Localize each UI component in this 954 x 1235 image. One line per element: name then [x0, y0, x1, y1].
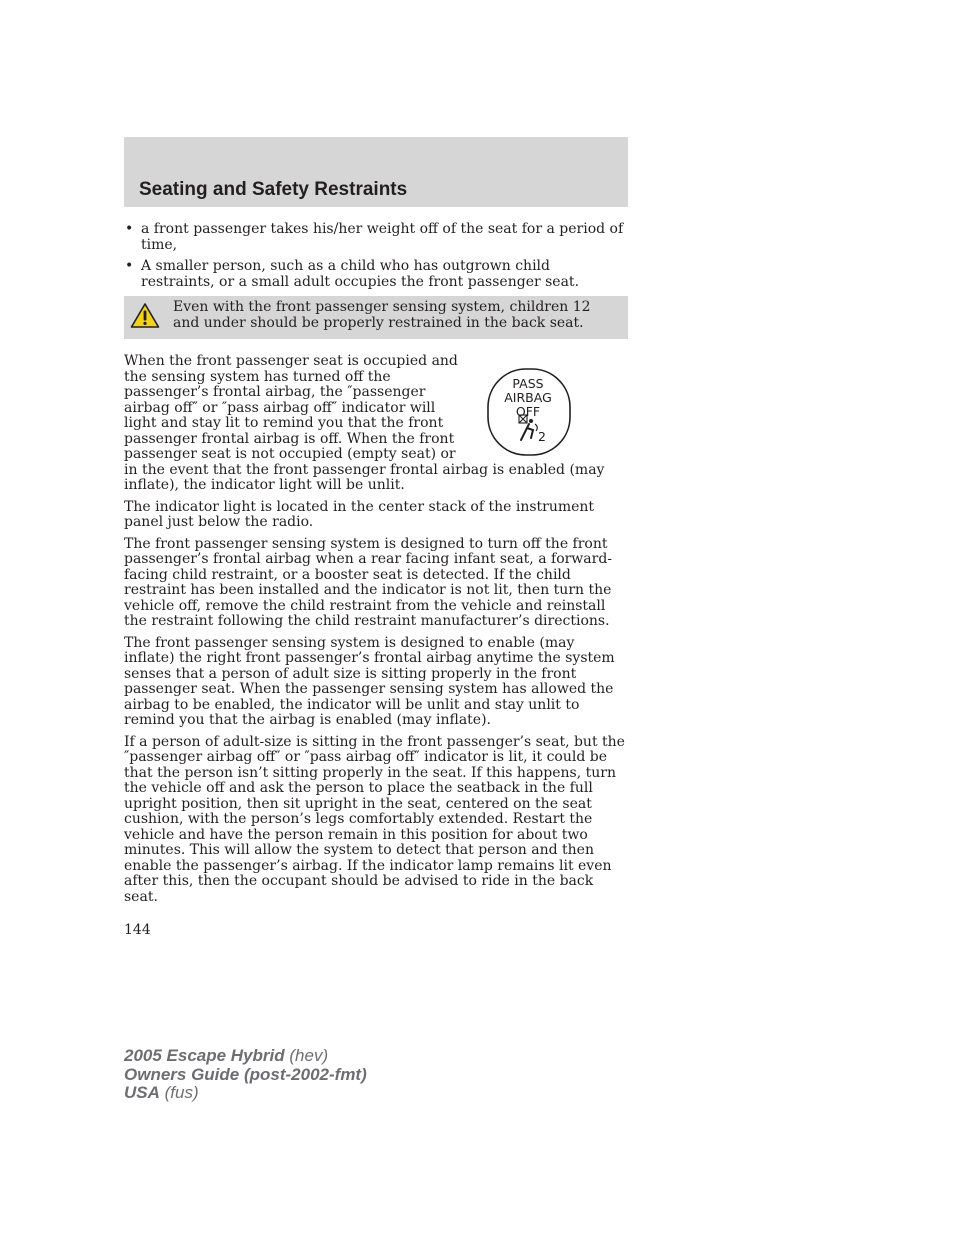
list-item: • A smaller person, such as a child who has outgrown child restraints, or a small adult occupies the front passenger seat.	[125, 258, 580, 290]
indicator-seat-number: 2	[538, 429, 546, 444]
passenger-airbag-off-indicator	[468, 358, 588, 458]
bullet-list	[124, 222, 628, 290]
indicator-label-airbag: AIRBAG	[504, 390, 552, 405]
bullet-icon: •	[125, 258, 134, 274]
indicator-label-off: OFF	[515, 404, 541, 419]
page-content	[124, 222, 628, 939]
paragraph-indicator-location: The indicator light is located in the center stack of the instrument panel just below the radio.	[124, 498, 595, 530]
footer-line-guide: Owners Guide (post-2002-fmt)	[124, 1064, 367, 1084]
bullet-icon: •	[125, 221, 134, 237]
warning-triangle-icon	[130, 302, 160, 334]
section-title: Seating and Safety Restraints	[139, 179, 408, 200]
warning-text: Even with the front passenger sensing system, children 12 and under should be properly restrained in the back seat.	[173, 299, 591, 331]
paragraph-adult-misposition: If a person of adult-size is sitting in the front passenger’s seat, but the ″passenger airbag off″ or ″pass airbag off″ indicator is lit, it could be that the person isn’t sitting properly in the seat. If this happens, turn the vehicle off and ask the person to place the seatback in the full upright position, then sit upright in the seat, centered on the seat cushion, with the person’s legs comfortably extended. Restart the vehicle and have the person remain in this position for about two minutes. This will allow the system to detect that person and then enable the passenger’s airbag. If the indicator lamp remains lit even after this, then the occupant should be advised to ride in the back seat.	[124, 733, 625, 905]
footer-line-model: 2005 Escape Hybrid (hev)	[124, 1046, 329, 1065]
indicator-label-pass: PASS	[512, 376, 544, 391]
list-item: • a front passenger takes his/her weight off of the seat for a period of time,	[125, 221, 624, 253]
document-footer	[124, 1047, 367, 1103]
paragraph-child-restraint: The front passenger sensing system is designed to turn off the front passenger’s frontal airbag when a rear facing infant seat, a forward-facing child restraint, or a booster seat is detected. If the child restraint has been installed and the indicator is not lit, then turn the vehicle off, remove the child restraint from the vehicle and reinstall the restraint following the child restraint manufacturer’s directions.	[124, 535, 613, 629]
footer-line-region: USA (fus)	[124, 1083, 199, 1102]
paragraph-adult-enable: The front passenger sensing system is designed to enable (may inflate) the right front passenger’s frontal airbag anytime the system senses that a person of adult size is sitting properly in the front passenger seat. When the passenger sensing system has allowed the airbag to be enabled, the indicator will be unlit and stay unlit to remind you that the airbag is enabled (may inflate).	[124, 634, 615, 728]
paragraph-indicator-intro: When the front passenger seat is occupied and the sensing system has turned off the passenger’s frontal airbag, the ″passenger airbag off″ or ″pass airbag off″ indicator will light and stay lit to remind you that the front passenger frontal airbag is off. When the front passenger seat is not occupied (empty seat) or in the event that the front passenger frontal airbag is enabled (may inflate), the indicator light will be unlit.	[124, 353, 605, 493]
page-number: 144	[124, 922, 151, 938]
warning-box	[124, 296, 628, 339]
section-header-band	[124, 137, 628, 207]
